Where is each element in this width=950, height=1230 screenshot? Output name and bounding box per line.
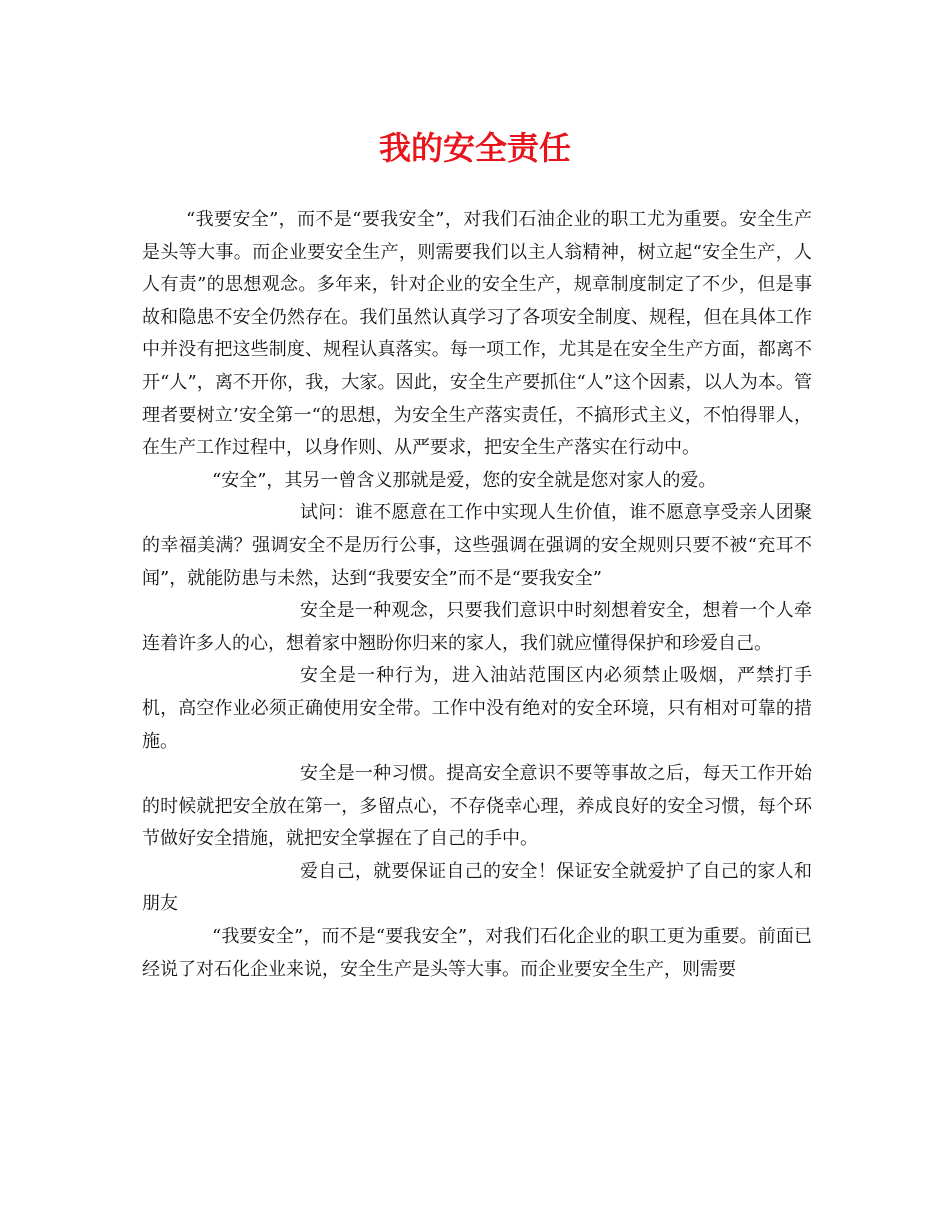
paragraph-1: “我要安全”，而不是“要我安全”，对我们石油企业的职工尤为重要。安全生产是头等大事。而企业要安全生产，则需要我们以主人翁精神，树立起“安全生产，人人有责”的思想观念。多年来，针对企业的安全生产，规章制度制定了不少，但是事故和隐患不安全仍然存在。我们虽然认真学习了各项安全制度、规程，但在具体工作中并没有把这些制度、规程认真落实。每一项工作，尤其是在安全生产方面，都离不开“人”，离不开你，我，大家。因此，安全生产要抓住“人”这个因素，以人为本。管理者要树立’安全第一“的思想，为安全生产落实责任，不搞形式主义，不怕得罪人，在生产工作过程中，以身作则、从严要求，把安全生产落实在行动中。 bbox=[142, 209, 812, 459]
paragraph-2: “安全”，其另一曾含义那就是爱，您的安全就是您对家人的爱。 bbox=[212, 469, 717, 491]
paragraph-6: 安全是一种习惯。提高安全意识不要等事故之后，每天工作开始的时候就把安全放在第一，多留点心，不存侥幸心理，养成良好的安全习惯，每个环节做好安全措施，就把安全掌握在了自己的手中。 bbox=[142, 763, 812, 850]
document-title: 我的安全责任 bbox=[378, 129, 571, 167]
document-body bbox=[142, 204, 812, 986]
paragraph-4: 安全是一种观念，只要我们意识中时刻想着安全，想着一个人牵连着许多人的心，想着家中翘盼你归来的家人，我们就应懂得保护和珍爱自己。 bbox=[142, 600, 812, 654]
paragraph-5: 安全是一种行为，进入油站范围区内必须禁止吸烟，严禁打手机，高空作业必须正确使用安全带。工作中没有绝对的安全环境，只有相对可靠的措施。 bbox=[142, 665, 812, 752]
paragraph-3: 试问：谁不愿意在工作中实现人生价值，谁不愿意享受亲人团聚的幸福美满？强调安全不是历行公事，这些强调在强调的安全规则只要不被“充耳不闻”，就能防患与未然，达到“我要安全”而不是“要我安全” bbox=[142, 502, 812, 589]
paragraph-8: “我要安全”，而不是“要我安全”，对我们石化企业的职工更为重要。前面已经说了对石化企业来说，安全生产是头等大事。而企业要安全生产，则需要 bbox=[142, 926, 812, 980]
paragraph-7: 爱自己，就要保证自己的安全！保证安全就爱护了自己的家人和朋友 bbox=[142, 860, 812, 915]
